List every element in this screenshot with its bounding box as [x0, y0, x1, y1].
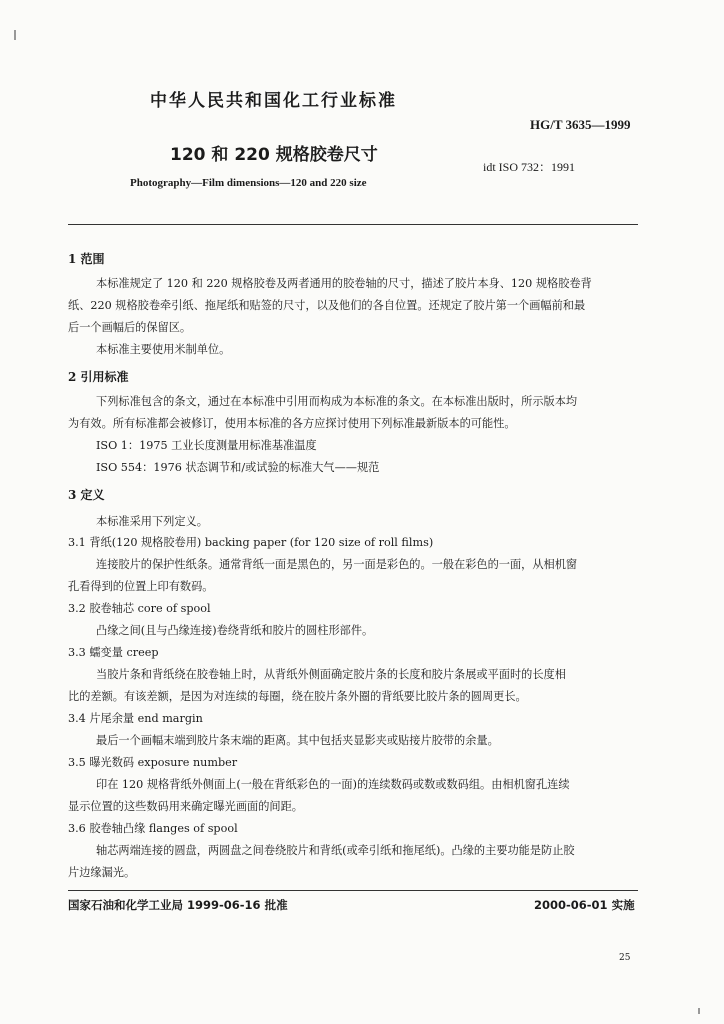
body-line: 后一个画幅后的保留区。	[68, 321, 192, 334]
header-divider	[68, 224, 638, 225]
body-line: 孔看得到的位置上印有数码。	[68, 580, 214, 593]
body-line: 印在 120 规格背纸外侧面上(一般在背纸彩色的一面)的连续数码或数或数码组。由相机窗孔连续	[96, 778, 570, 791]
body-line: 本标准采用下列定义。	[96, 515, 208, 528]
body-line: 3.6 胶卷轴凸缘 flanges of spool	[68, 822, 238, 835]
footer-divider	[68, 890, 638, 891]
effective-date: 2000-06-01 实施	[534, 898, 635, 912]
page-number: 25	[619, 953, 631, 963]
body-line: 下列标准包含的条文，通过在本标准中引用而构成为本标准的条文。在本标准出版时，所示版本均	[96, 395, 578, 408]
approval-info: 国家石油和化学工业局 1999-06-16 批准	[68, 898, 288, 912]
standard-number: HG/T 3635—1999	[530, 117, 631, 132]
body-line: 最后一个画幅末端到胶片条末端的距离。其中包括夹显影夹或贴接片胶带的余量。	[96, 734, 499, 747]
body-line: 连接胶片的保护性纸条。通常背纸一面是黑色的，另一面是彩色的。一般在彩色的一面，从相机窗	[96, 558, 578, 571]
scan-mark	[698, 1008, 700, 1014]
body-line: 3.1 背纸(120 规格胶卷用) backing paper (for 120 size of roll films)	[68, 536, 434, 549]
body-line: 比的差额。有该差额，是因为对连续的每圈，绕在胶片条外圈的背纸要比胶片条的圆周更长。	[68, 690, 527, 703]
body-line: 纸、220 规格胶卷牵引纸、拖尾纸和贴签的尺寸，以及他们的各自位置。还规定了胶片第一个画幅前和最	[68, 299, 586, 312]
body-line: 3.4 片尾余量 end margin	[68, 712, 203, 725]
scan-mark	[14, 30, 16, 40]
body-line: 轴芯两端连接的圆盘，两圆盘之间卷绕胶片和背纸(或牵引纸和拖尾纸)。凸缘的主要功能是防止胶	[96, 844, 575, 857]
body-line: 为有效。所有标准都会被修订，使用本标准的各方应探讨使用下列标准最新版本的可能性。	[68, 417, 516, 430]
body-line: 显示位置的这些数码用来确定曝光画面的间距。	[68, 800, 303, 813]
body-line: ISO 1：1975 工业长度测量用标准基准温度	[96, 439, 317, 452]
section-heading: 2 引用标准	[68, 370, 129, 384]
body-line: 凸缘之间(且与凸缘连接)卷绕背纸和胶片的圆柱形部件。	[96, 624, 374, 637]
body-line: 本标准主要使用米制单位。	[96, 343, 231, 356]
body-line: 片边缘漏光。	[68, 866, 136, 879]
idt-reference: idt ISO 732：1991	[483, 160, 576, 174]
body-line: ISO 554：1976 状态调节和/或试验的标准大气——规范	[96, 461, 380, 474]
body-line: 本标准规定了 120 和 220 规格胶卷及两者通用的胶卷轴的尺寸，描述了胶片本身、120 规格胶卷背	[96, 277, 592, 290]
body-line: 3.2 胶卷轴芯 core of spool	[68, 602, 211, 615]
body-line: 当胶片条和背纸绕在胶卷轴上时，从背纸外侧面确定胶片条的长度和胶片条展或平面时的长度相	[96, 668, 566, 681]
document-title: 120 和 220 规格胶卷尺寸	[170, 145, 378, 165]
body-line: 3.5 曝光数码 exposure number	[68, 756, 238, 769]
national-standard-heading: 中华人民共和国化工行业标准	[150, 91, 397, 111]
english-title: Photography—Film dimensions—120 and 220 size	[130, 177, 367, 189]
section-heading: 3 定义	[68, 488, 105, 502]
section-heading: 1 范围	[68, 252, 105, 266]
body-line: 3.3 蠕变量 creep	[68, 646, 159, 659]
